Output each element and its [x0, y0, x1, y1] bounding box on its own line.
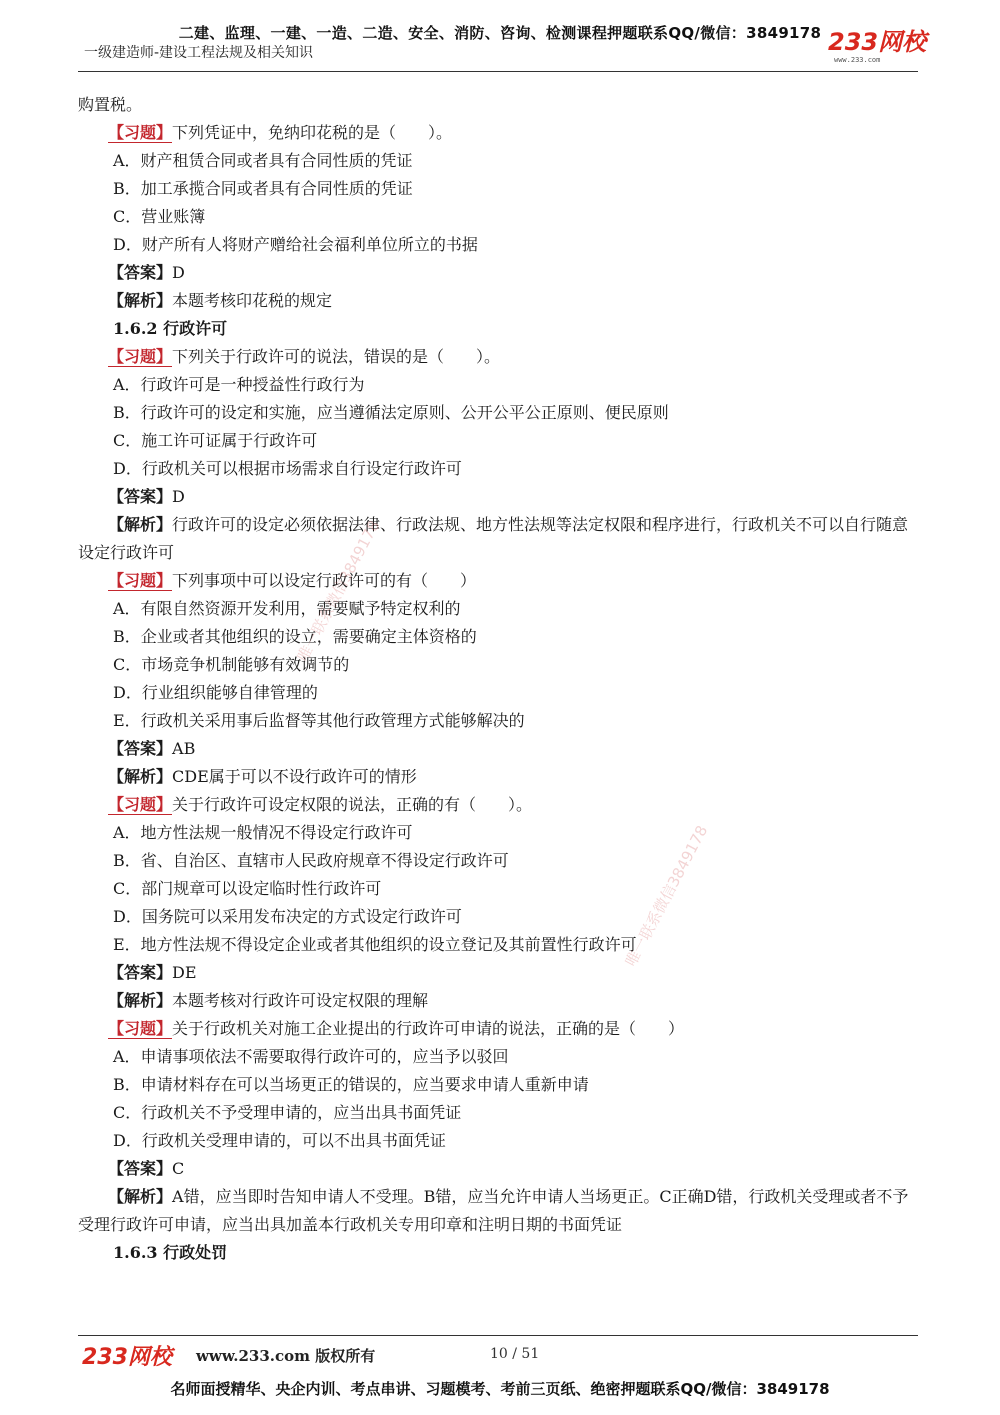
header-logo: 233网校: [828, 28, 927, 56]
option: B．行政许可的设定和实施，应当遵循法定原则、公开公平公正原则、便民原则: [113, 403, 669, 422]
option: D．行政机关可以根据市场需求自行设定行政许可: [113, 459, 462, 478]
answer-line: [78, 735, 920, 763]
answer-label: 【答案】: [108, 487, 173, 506]
footer-promo-text: 名师面授精华、央企内训、考点串讲、习题模考、考前三页纸、绝密押题联系QQ/微信：3849178: [170, 1380, 830, 1398]
option: B．省、自治区、直辖市人民政府规章不得设定行政许可: [113, 851, 509, 870]
exercise-tag: 【习题】: [108, 347, 173, 366]
analysis-text: 本题考核对行政许可设定权限的理解: [172, 991, 429, 1010]
analysis-line: [78, 763, 920, 791]
answer-label: 【答案】: [108, 963, 173, 982]
exercise-tag: 【习题】: [108, 571, 173, 590]
exercise-tag: 【习题】: [108, 795, 173, 814]
option: C．营业账簿: [113, 207, 206, 226]
answer-value: C: [172, 1159, 185, 1178]
question-4: [78, 791, 920, 819]
analysis-line: [78, 1183, 920, 1239]
question-3: [78, 567, 920, 595]
question-1: [78, 119, 920, 147]
option: C．部门规章可以设定临时性行政许可: [113, 879, 382, 898]
analysis-text: A错，应当即时告知申请人不受理。B错，应当允许申请人当场更正。C正确D错，行政机关受理或者不予受理行政许可申请，应当出具加盖本行政机关专用印章和注明日期的书面凭证: [78, 1187, 909, 1234]
footer-logo: 233网校: [82, 1345, 172, 1370]
answer-value: D: [172, 263, 185, 282]
watermark-text: 唯一联系微信3849178: [621, 822, 712, 970]
answer-label: 【答案】: [108, 739, 173, 758]
option: A．财产租赁合同或者具有合同性质的凭证: [113, 151, 413, 170]
option: A．申请事项依法不需要取得行政许可的，应当予以驳回: [113, 1047, 509, 1066]
option: A．地方性法规一般情况不得设定行政许可: [113, 823, 413, 842]
option: E．地方性法规不得设定企业或者其他组织的设立登记及其前置性行政许可: [113, 935, 637, 954]
option: D．国务院可以采用发布决定的方式设定行政许可: [113, 907, 462, 926]
page-number: 10 / 51: [490, 1346, 540, 1362]
footer-divider: [78, 1335, 918, 1336]
option: A．有限自然资源开发利用，需要赋予特定权利的: [113, 599, 461, 618]
answer-line: [78, 259, 920, 287]
option: B．申请材料存在可以当场更正的错误的，应当要求申请人重新申请: [113, 1075, 589, 1094]
option: D．财产所有人将财产赠给社会福利单位所立的书据: [113, 235, 478, 254]
analysis-label: 【解析】: [108, 291, 173, 310]
option: E．行政机关采用事后监督等其他行政管理方式能够解决的: [113, 711, 525, 730]
option: B．加工承揽合同或者具有合同性质的凭证: [113, 179, 413, 198]
header-subtitle: 一级建造师-建设工程法规及相关知识: [84, 45, 314, 61]
analysis-text: 本题考核印花税的规定: [172, 291, 333, 310]
section-heading: 1.6.2 行政许可: [113, 319, 228, 338]
header-promo-text: 二建、监理、一建、一造、二造、安全、消防、咨询、检测课程押题联系QQ/微信：3849178: [178, 24, 822, 42]
option: B．企业或者其他组织的设立，需要确定主体资格的: [113, 627, 477, 646]
option: C．行政机关不予受理申请的，应当出具书面凭证: [113, 1103, 462, 1122]
answer-line: [78, 1155, 920, 1183]
footer-copyright: www.233.com 版权所有: [196, 1347, 376, 1365]
option: C．市场竞争机制能够有效调节的: [113, 655, 350, 674]
question-stem: 下列事项中可以设定行政许可的有（ ）: [172, 571, 477, 590]
analysis-label: 【解析】: [108, 767, 173, 786]
question-stem: 下列关于行政许可的说法，错误的是（ ）。: [172, 347, 501, 366]
section-heading: 1.6.3 行政处罚: [113, 1243, 228, 1262]
analysis-line: [78, 511, 920, 567]
option: D．行业组织能够自律管理的: [113, 683, 318, 702]
analysis-line: [78, 287, 920, 315]
question-stem: 关于行政机关对施工企业提出的行政许可申请的说法，正确的是（ ）: [172, 1019, 685, 1038]
header-logo-url: www.233.com: [834, 56, 881, 64]
analysis-text: CDE属于可以不设行政许可的情形: [172, 767, 417, 786]
question-stem: 下列凭证中，免纳印花税的是（ ）。: [172, 123, 453, 142]
answer-value: DE: [172, 963, 197, 982]
exercise-tag: 【习题】: [108, 123, 173, 142]
option: D．行政机关受理申请的，可以不出具书面凭证: [113, 1131, 446, 1150]
question-stem: 关于行政许可设定权限的说法，正确的有（ ）。: [172, 795, 533, 814]
analysis-line: [78, 987, 920, 1015]
question-5: [78, 1015, 920, 1043]
watermark-text: 唯一联系微信3849178: [293, 517, 384, 665]
analysis-label: 【解析】: [108, 515, 173, 534]
header-divider: [78, 71, 918, 72]
answer-value: AB: [172, 739, 196, 758]
answer-label: 【答案】: [108, 1159, 173, 1178]
answer-label: 【答案】: [108, 263, 173, 282]
analysis-label: 【解析】: [108, 991, 173, 1010]
answer-line: [78, 959, 920, 987]
analysis-text: 行政许可的设定必须依据法律、行政法规、地方性法规等法定权限和程序进行，行政机关不可以自行随意设定行政许可: [78, 515, 909, 562]
answer-value: D: [172, 487, 185, 506]
document-body: [78, 91, 920, 1267]
analysis-label: 【解析】: [108, 1187, 173, 1206]
answer-line: [78, 483, 920, 511]
exercise-tag: 【习题】: [108, 1019, 173, 1038]
lead-text: 购置税。: [78, 95, 143, 114]
option: A．行政许可是一种授益性行政行为: [113, 375, 365, 394]
option: C．施工许可证属于行政许可: [113, 431, 318, 450]
question-2: [78, 343, 920, 371]
